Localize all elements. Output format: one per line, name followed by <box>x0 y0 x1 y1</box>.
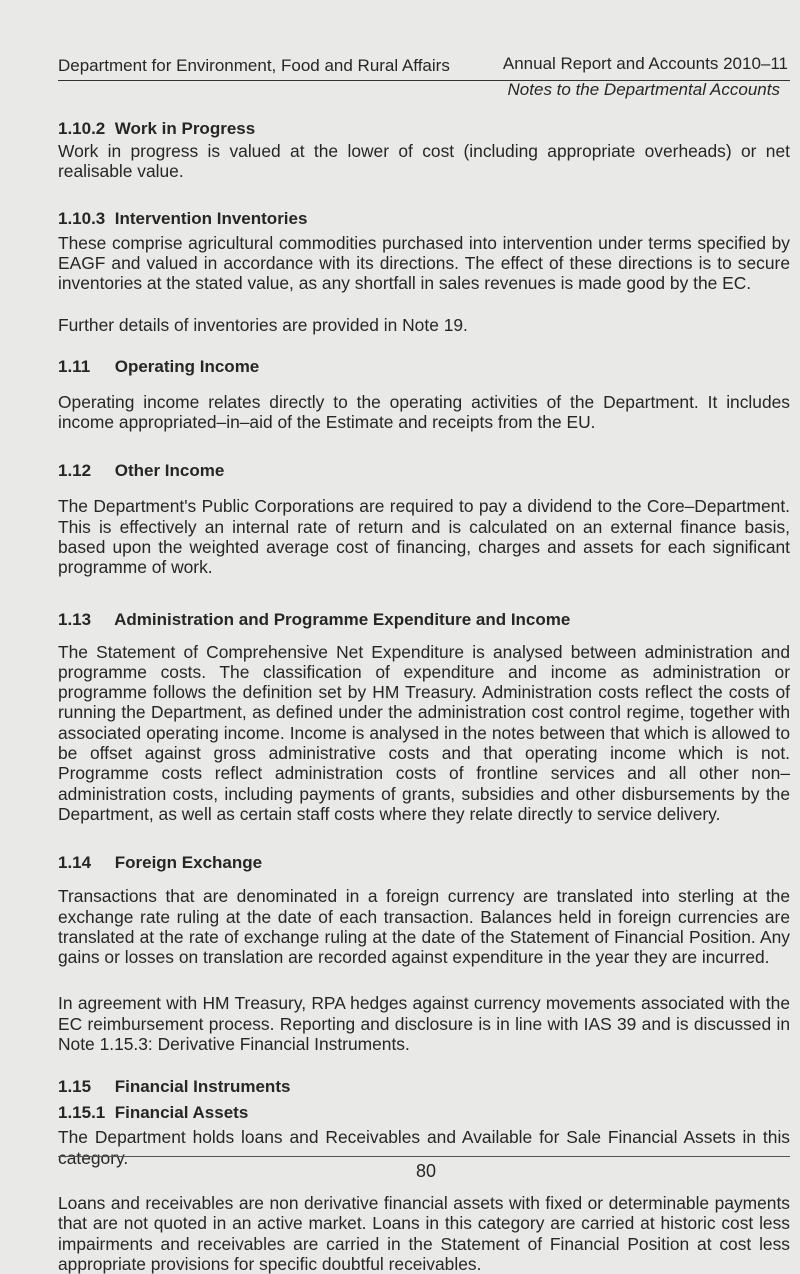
section-body-hedging: In agreement with HM Treasury, RPA hedges against currency movements associated with the EC reimbursement process. Reporting and disclosure is in line with IAS 39 and is discussed in Note 1.15.3: Derivative Financial Instruments. <box>58 993 790 1055</box>
section-body: Work in progress is valued at the lower of cost (including appropriate overheads) or net realisable value. <box>58 141 790 182</box>
section-title: Financial Instruments <box>114 1077 291 1097</box>
subsection-title: Financial Assets <box>114 1103 249 1123</box>
section-heading <box>58 609 790 631</box>
section-body-further: Further details of inventories are provided in Note 19. <box>58 315 468 336</box>
section-heading <box>58 118 790 140</box>
section-number: 1.11 <box>58 356 91 376</box>
section-work-in-progress <box>58 118 790 182</box>
section-foreign-exchange <box>58 852 790 1054</box>
section-number: 1.12 <box>58 461 92 481</box>
section-subtitle: Notes to the Departmental Accounts <box>507 80 780 99</box>
section-body: The Department's Public Corporations are required to pay a dividend to the Core–Department. This is effectively an internal rate of return and is calculated on an external finance basis, based upon the weighted average cost of financing, charges and assets for each significant programme of work. <box>58 496 790 578</box>
section-title: Operating Income <box>114 356 260 376</box>
section-number: 1.10.2 <box>58 119 106 138</box>
section-heading <box>58 852 790 874</box>
section-other-income <box>58 460 790 577</box>
section-body: Transactions that are denominated in a foreign currency are translated into sterling at the exchange rate ruling at the date of each transaction. Balances held in foreign currencies are translated at the rate of exchange ruling at the date of the Statement of Financial Position. Any gains or losses on translation are recorded against expenditure in the year they are incurred. <box>58 886 790 968</box>
section-title: Foreign Exchange <box>114 853 263 873</box>
section-title: Work in Progress <box>114 119 256 138</box>
subsection-heading <box>58 1102 790 1124</box>
footer-rule <box>58 1156 790 1157</box>
section-title: Administration and Programme Expenditure and Income <box>114 609 571 629</box>
subsection-number: 1.15.1 <box>58 1103 106 1123</box>
section-body: These comprise agricultural commodities purchased into intervention under terms specified by EAGF and valued in accordance with its directions. The effect of these directions is to secure inventories at the stated value, as any shortfall in sales revenues is made good by the EC. <box>58 232 790 294</box>
section-number: 1.15 <box>58 1077 92 1097</box>
page-number: 80 <box>415 1161 437 1181</box>
report-title: Annual Report and Accounts 2010–11 <box>502 54 788 73</box>
section-number: 1.10.3 <box>58 208 106 228</box>
section-body: The Department holds loans and Receivables and Available for Sale Financial Assets in this category. <box>58 1127 790 1168</box>
section-body: The Statement of Comprehensive Net Expenditure is analysed between administration and programme costs. The classification of expenditure and income as administration or programme follows the definition set by HM Treasury. Administration costs reflect the costs of running the Department, as defined under the administration cost control regime, together with associated operating income. Income is analysed in the notes between that which is allowed to be offset against gross administrative costs and that operating income which is not. Programme costs reflect administration costs of frontline services and all other non–administration costs, including payments of grants, subsidies and other disbursements by the Department, as well as certain staff costs where they relate directly to service delivery. <box>58 641 790 824</box>
section-number: 1.14 <box>58 853 92 873</box>
section-title: Intervention Inventories <box>114 208 308 228</box>
section-intervention-inventories <box>58 208 790 336</box>
section-heading <box>58 1076 790 1098</box>
section-body-loans: Loans and receivables are non derivative financial assets with fixed or determinable payments that are not quoted in an active market. Loans in this category are carried at historic cost less impairments and receivables are carried in the Statement of Financial Position at cost less appropriate provisions for specific doubtful receivables. <box>58 1192 790 1274</box>
page-content <box>58 118 790 1274</box>
section-operating-income <box>58 356 790 433</box>
department-name: Department for Environment, Food and Rural Affairs <box>58 56 450 75</box>
section-number: 1.13 <box>58 609 92 629</box>
section-heading <box>58 208 790 230</box>
section-administration <box>58 609 790 825</box>
section-title: Other Income <box>114 461 225 481</box>
section-heading <box>58 460 790 482</box>
section-body: Operating income relates directly to the operating activities of the Department. It includes income appropriated–in–aid of the Estimate and receipts from the EU. <box>58 391 790 433</box>
section-heading <box>58 356 790 378</box>
